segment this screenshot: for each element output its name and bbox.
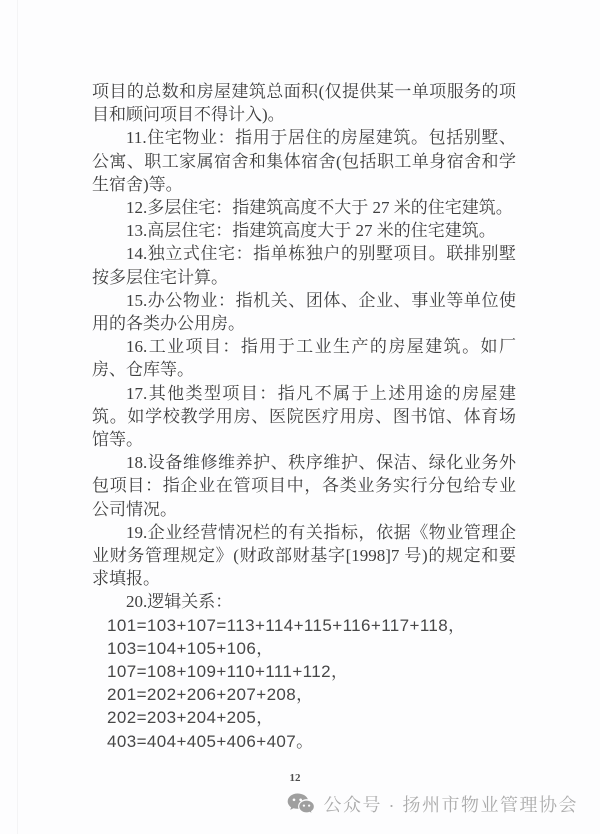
watermark-text: 公众号 · 扬州市物业管理协会 [323,795,578,815]
paragraph-item-15: 15.办公物业：指机关、团体、企业、事业等单位使用的各类办公用房。 [92,290,516,334]
paragraph-item-13: 13.高层住宅：指建筑高度大于 27 米的住宅建筑。 [126,221,496,241]
page-number: 12 [289,772,301,784]
paragraph-item-19: 19.企业经营情况栏的有关指标，依据《物业管理企业财务管理规定》(财政部财基字[1998]7 号)的规定和要求填报。 [92,522,516,589]
paragraph-item-18: 18.设备维修维养护、秩序维护、保洁、绿化业务外包项目：指企业在管项目中，各类业务实行分包给专业公司情况。 [92,453,516,519]
formula-line-107: 107=108+109+110+111+112， [107,662,349,682]
paragraph-item-14: 14.独立式住宅：指单栋独户的别墅项目。联排别墅按多层住宅计算。 [92,244,516,287]
formula-line-101: 101=103+107=113+114+115+116+117+118， [107,615,466,635]
formula-line-202: 202=203+204+205， [107,708,274,728]
formula-line-201: 201=202+206+207+208， [107,685,314,705]
paragraph-item-12: 12.多层住宅：指建筑高度不大于 27 米的住宅建筑。 [126,198,513,218]
paragraph-continuation: 项目的总数和房屋建筑总面积(仅提供某一单项服务的项目和顾问项目不得计入)。 [92,82,516,125]
text-block [92,80,516,753]
paragraph-item-11: 11.住宅物业：指用于居住的房屋建筑。包括别墅、公寓、职工家属宿舍和集体宿舍(包括职工单身宿舍和学生宿舍)等。 [92,128,516,194]
watermark [287,791,579,817]
formula-line-403: 403=404+405+406+407。 [107,731,314,751]
paragraph-item-17: 17.其他类型项目：指凡不属于上述用途的房屋建筑。如学校教学用房、医院医疗用房、图书馆、体育场馆等。 [92,383,516,450]
wechat-icon [287,792,315,816]
paragraph-item-20: 20.逻辑关系： [126,592,233,612]
formula-line-103: 103=104+105+106， [107,638,274,658]
paragraph-item-16: 16.工业项目：指用于工业生产的房屋建筑。如厂房、仓库等。 [92,337,516,380]
